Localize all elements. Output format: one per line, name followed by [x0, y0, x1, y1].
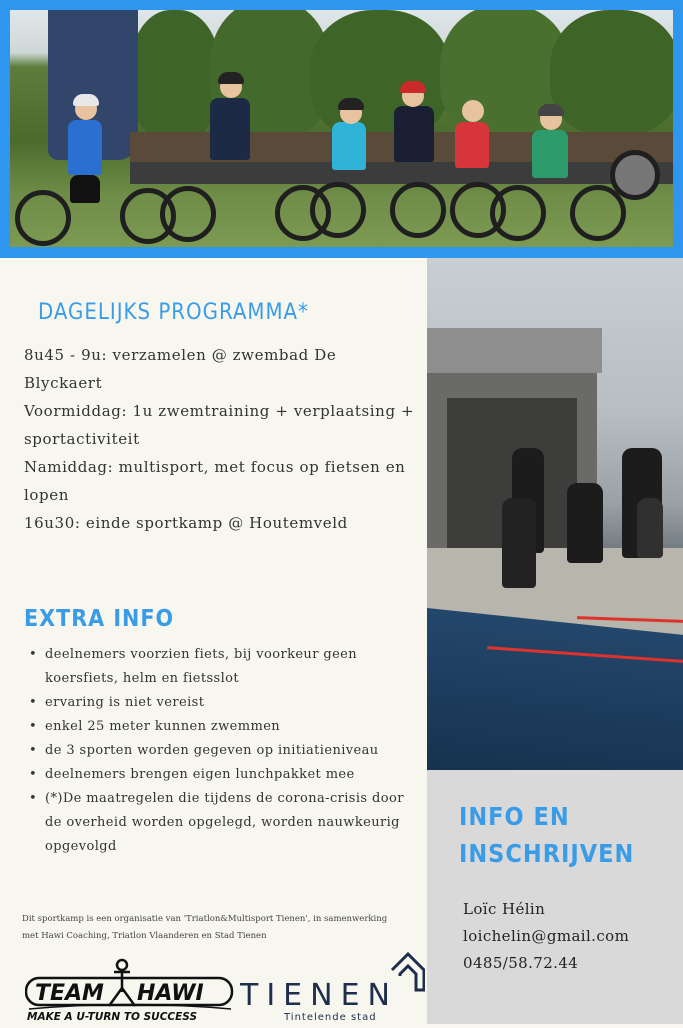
tienen-logo [240, 948, 425, 1024]
program-list [24, 341, 419, 537]
kids-with-bikes-photo [10, 10, 673, 247]
info-heading-line2: INSCHRIJVEN [459, 839, 635, 868]
extra-info-list [23, 643, 418, 859]
program-line: 16u30: einde sportkamp @ Houtemveld [24, 514, 348, 532]
program-line: Voormiddag: 1u zwemtraining + verplaatsing + sportactiviteit [24, 402, 415, 448]
contact-phone[interactable]: 0485/58.72.44 [463, 954, 579, 972]
hawi-name-text: HAWI [137, 981, 204, 1006]
program-line: 8u45 - 9u: verzamelen @ zwembad De Blyckaert [24, 346, 337, 392]
contact-details [463, 896, 629, 977]
extra-info-item: • deelnemers voorzien fiets, bij voorkeur geen koersfiets, helm en fietsslot [23, 643, 418, 691]
info-heading [459, 798, 659, 872]
program-heading: DAGELIJKS PROGRAMMA* [38, 300, 309, 325]
extra-info-item: • ervaring is niet vereist [23, 691, 418, 715]
extra-info-item: • de 3 sporten worden gegeven op initiatieniveau [23, 739, 418, 763]
tienen-name-text: TIENEN [240, 978, 398, 1013]
team-hawi-logo-mark [25, 958, 235, 1022]
extra-info-heading: EXTRA INFO [24, 606, 175, 632]
team-hawi-logo [25, 958, 235, 1022]
tienen-tagline: Tintelende stad [284, 1012, 377, 1023]
extra-info-item: • deelnemers brengen eigen lunchpakket mee [23, 763, 418, 787]
tienen-logo-mark [240, 948, 425, 1024]
extra-info-item: • enkel 25 meter kunnen zwemmen [23, 715, 418, 739]
hawi-tagline: MAKE A U-TURN TO SUCCESS [27, 1011, 198, 1022]
extra-info-item: • (*)De maatregelen die tijdens de corona-crisis door de overheid worden opgelegd, worden nauwkeurig opgevolgd [23, 787, 418, 859]
organisation-note: Dit sportkamp is een organisatie van 'Triatlon&Multisport Tienen', in samenwerking met Hawi Coaching, Triatlon Vlaanderen en Stad Tienen [22, 914, 388, 941]
hawi-team-text: TEAM [35, 981, 104, 1006]
program-line: Namiddag: multisport, met focus op fietsen en lopen [24, 458, 406, 504]
info-heading-line1: INFO EN [459, 802, 570, 831]
contact-email[interactable]: loichelin@gmail.com [463, 927, 630, 945]
contact-name: Loïc Hélin [463, 900, 546, 918]
pool-photo [427, 258, 683, 770]
